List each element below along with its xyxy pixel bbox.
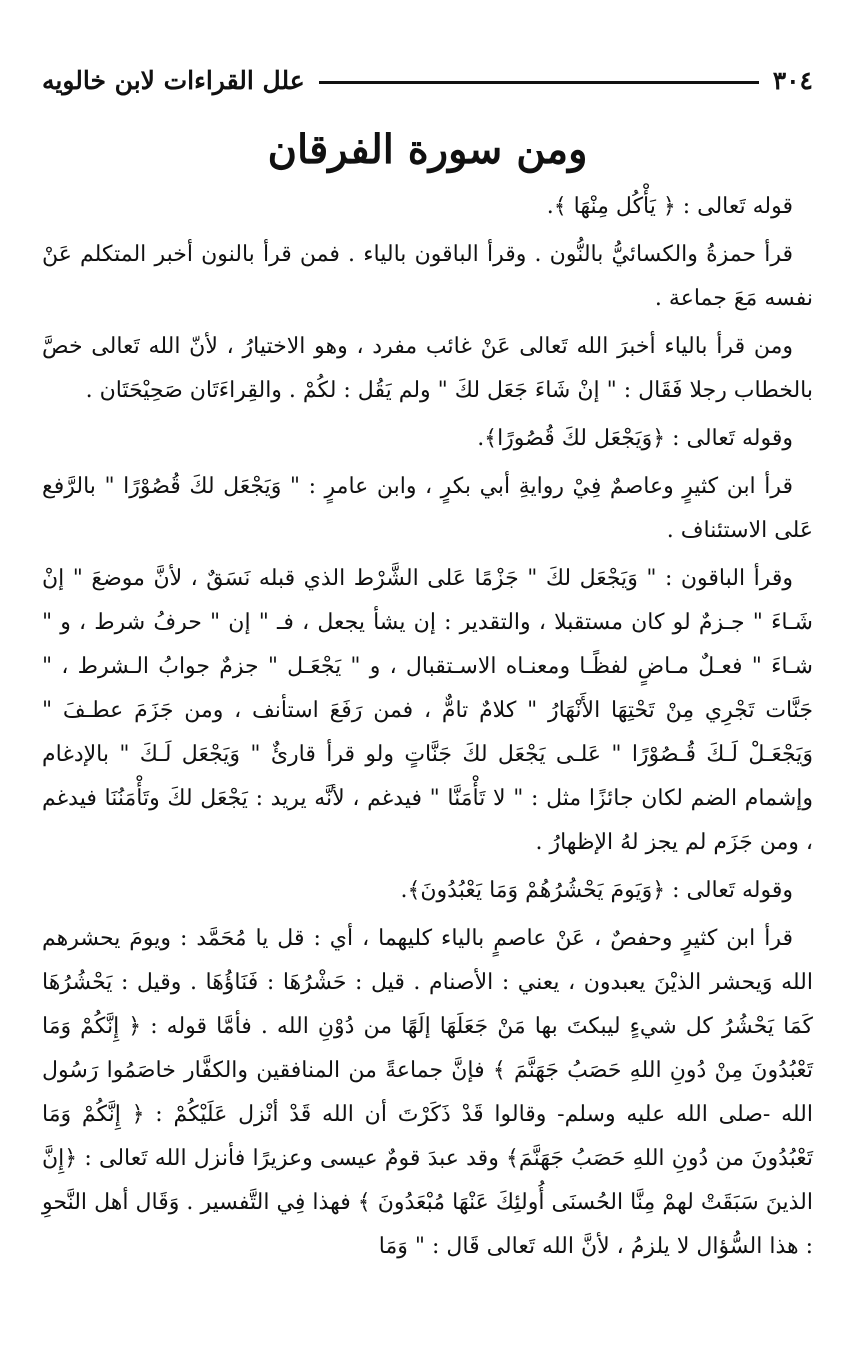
paragraph: قرأ ابن كثيرٍ وحفصٌ ، عَنْ عاصمٍ بالياء كليهما ، أي : قل يا مُحَمَّد : ويومَ يحشرهم الله وَيحشر الذيْنَ يعبدون ، يعني : الأصنام . قيل : حَشْرُهَا : فَنَاؤُهَا . وقيل : يَحْشُرُهَا كَمَا يَحْشُرُ كل شيءٍ ليبكتَ بها مَنْ جَعَلَهَا إلَهًا من دُوْنِ الله . فأمَّا قوله : ﴿ إِنَّكُمْ وَمَا تَعْبُدُونَ مِنْ دُونِ اللهِ حَصَبُ جَهَنَّمَ ﴾ فإنَّ جماعةً من المنافقين والكفَّار خاصَمُوا رَسُول الله -صلى الله عليه وسلم- وقالوا قَدْ ذَكَرْتَ أن الله قَدْ أنْزل عَلَيْكُمْ : ﴿ إِنَّكُمْ وَمَا تَعْبُدُونَ من دُونِ اللهِ حَصَبُ جَهَنَّمَ﴾ وقد عبدَ قومٌ عيسى وعزيرًا فأنزل الله تَعالى : ﴿إِنَّ الذينَ سَبَقَتْ لهمْ مِنَّا الحُسنَى أُولئِكَ عَنْهَا مُبْعَدُونَ ﴾ فهذا فِي التَّفسير . وَقَال أهل النَّحوِ : هذا السُّؤال لا يلزمُ ، لأنَّ الله تَعالى قَال : " وَمَا bbox=[42, 926, 813, 1259]
running-header bbox=[42, 56, 813, 104]
paragraph: ومن قرأ بالياء أخبرَ الله تَعالى عَنْ غائب مفرد ، وهو الاختيارُ ، لأنّ الله تَعالى خصَّ بالخطاب رجلا فَقَال : " إنْ شَاءَ جَعَل لكَ " ولم يَقُل : لكُمْ . والقِراءَتَان صَحِيْحَتَان . bbox=[42, 334, 813, 403]
paragraph: قرأ حمزةُ والكسائيُّ بالنُّون . وقرأ الباقون بالياء . فمن قرأ بالنون أخبر المتكلم عَنْ نفسه مَعَ جماعة . bbox=[42, 242, 813, 311]
paragraph: وقوله تَعالى : ﴿وَيَجْعَل لكَ قُصُورًا﴾. bbox=[477, 426, 793, 451]
surah-title: ومن سورة الفرقان bbox=[267, 126, 588, 173]
page-number: ٣٠٤ bbox=[772, 65, 813, 95]
header-rule bbox=[319, 81, 759, 84]
paragraph: وقرأ الباقون : " وَيَجْعَل لكَ " جَزْمًا عَلى الشَّرْط الذي قبله نَسَقٌ ، لأنَّ موضعَ " إنْ شَـاءَ " جـزمٌ لو كان مستقبلا ، والتقدير : إن يشأ يجعل ، فـ " إن " حرفُ شرط ، و " شـاءَ " فعـلٌ مـاضٍ لفظًـا ومعنـاه الاسـتقبال ، و " يَجْعَـل " جزمٌ جوابُ الـشرط ، " جَنَّات تَجْرِي مِنْ تَحْتِهَا الأَنْهَارُ " كلامٌ تامٌّ ، فمن رَفَعَ استأنف ، ومن جَزَمَ عطـفَ " وَيَجْعَـلْ لَـكَ قُـصُوْرًا " عَلـى يَجْعَل لكَ جَنَّاتٍ ولو قرأ قارئٌ " وَيَجْعَل لَـكَ " بالإدغام وإشمام الضم لكان جائزًا مثل : " لا تَأْمَنَّا " فيدغم ، لأنَّه يريد : يَجْعَل لكَ وتَأْمَنُنَا فيدغم ، ومن جَزَم لم يجز لهُ الإظهارُ . bbox=[42, 566, 813, 855]
book-title: علل القراءات لابن خالويه bbox=[42, 65, 305, 95]
paragraph: وقوله تَعالى : ﴿وَيَومَ يَحْشُرُهُمْ وَمَا يَعْبُدُونَ﴾. bbox=[400, 878, 793, 903]
paragraph: قرأ ابن كثيرٍ وعاصمٌ فِيْ روايةِ أبي بكرٍ ، وابن عامرٍ : " وَيَجْعَل لكَ قُصُوْرًا " بالرَّفع عَلى الاستئناف . bbox=[42, 474, 813, 543]
paragraph: قوله تَعالى : ﴿ يَأْكُل مِنْهَا ﴾. bbox=[546, 194, 793, 219]
body-text bbox=[42, 185, 813, 1269]
